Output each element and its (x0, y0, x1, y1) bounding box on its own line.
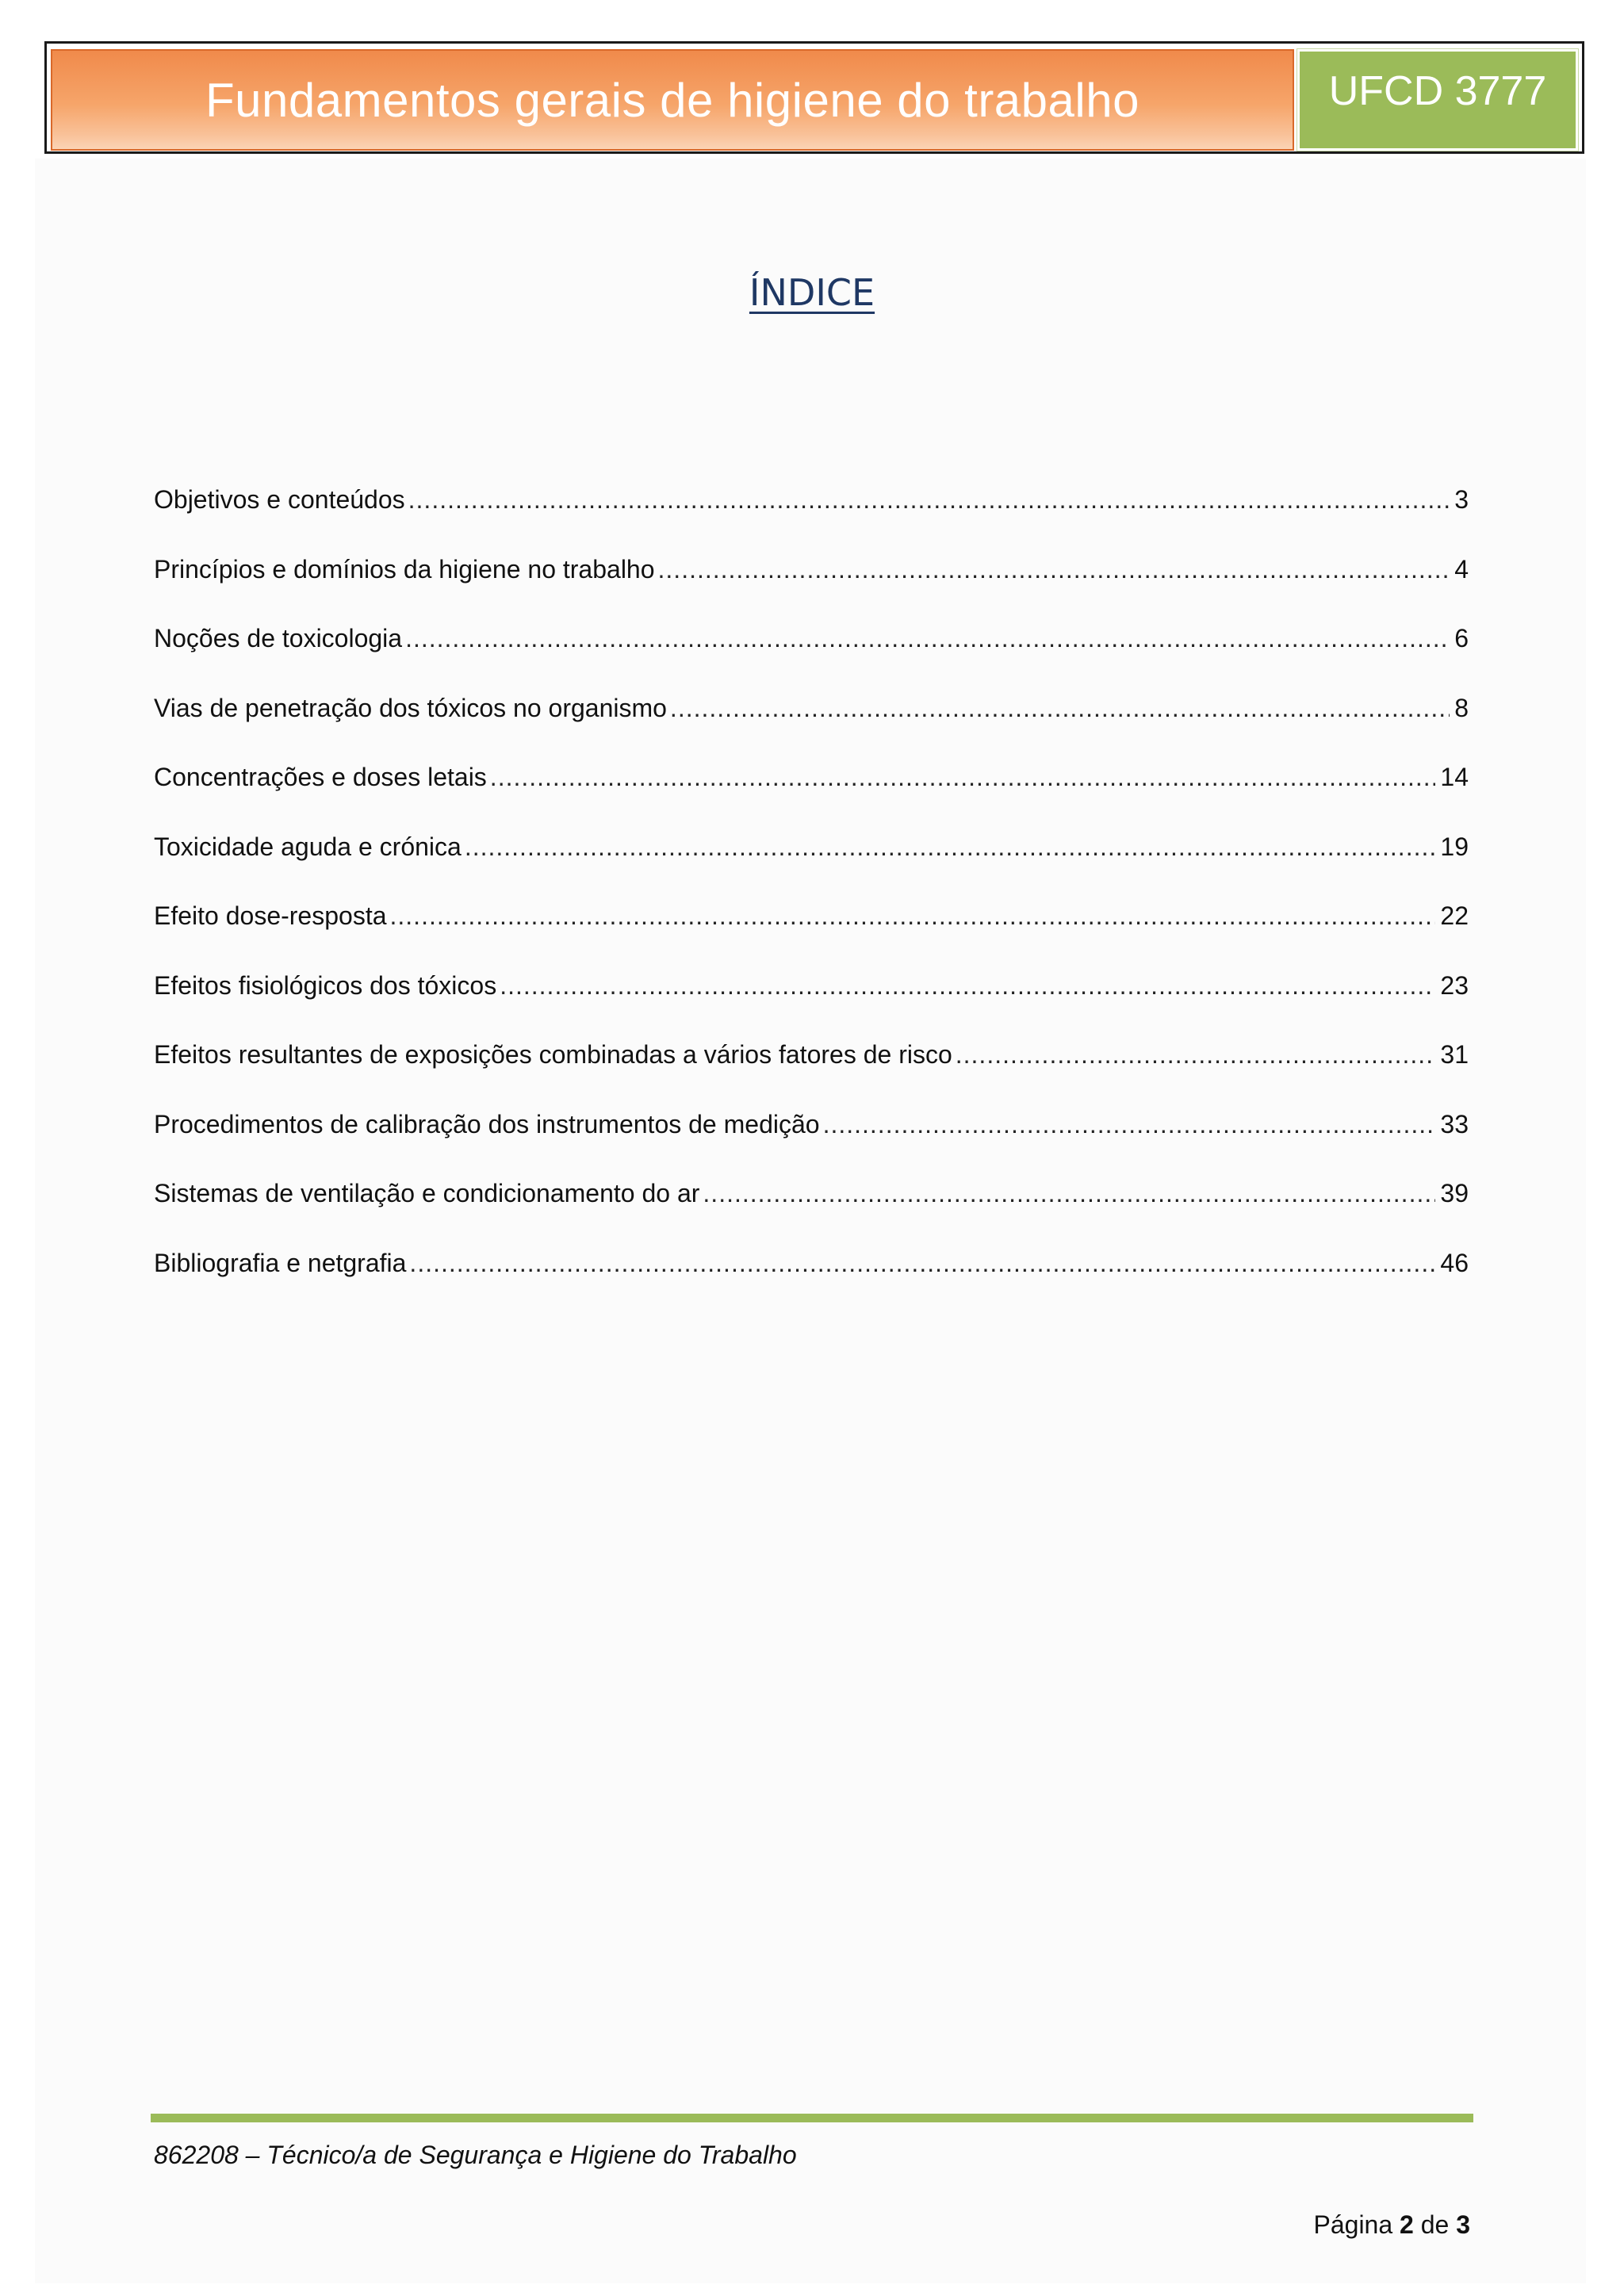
toc-entry-page: 8 (1454, 693, 1469, 722)
dot-leader (670, 694, 1450, 723)
document-title: Fundamentos gerais de higiene do trabalho (205, 73, 1139, 127)
toc-entry[interactable] (154, 555, 1469, 625)
toc-entry-label: Efeitos fisiológicos dos tóxicos (154, 970, 497, 1000)
dot-leader (956, 1040, 1436, 1070)
toc-entry-page: 3 (1454, 485, 1469, 514)
toc-entry[interactable] (154, 1040, 1469, 1110)
toc-entry[interactable] (154, 901, 1469, 971)
course-code-banner (1297, 49, 1578, 151)
toc-heading: ÍNDICE (749, 271, 875, 314)
toc-entry[interactable] (154, 694, 1469, 763)
course-code: UFCD 3777 (1328, 68, 1547, 114)
toc-entry-page: 14 (1440, 763, 1469, 791)
toc-entry[interactable] (154, 763, 1469, 832)
toc-entry-page: 39 (1440, 1179, 1469, 1207)
dot-leader (658, 555, 1450, 584)
toc-entry[interactable] (154, 624, 1469, 694)
toc-entry-page: 6 (1454, 624, 1469, 652)
toc-entry-page: 19 (1440, 832, 1469, 861)
dot-leader (408, 485, 1450, 515)
toc-entry[interactable] (154, 1110, 1469, 1180)
dot-leader (823, 1110, 1436, 1139)
dot-leader (490, 763, 1436, 792)
toc-entry[interactable] (154, 971, 1469, 1041)
toc-entry-label: Sistemas de ventilação e condicionamento do ar (154, 1179, 700, 1207)
toc-entry-page: 23 (1440, 970, 1469, 1000)
total-page-count: 3 (1456, 2210, 1470, 2239)
dot-leader (703, 1179, 1435, 1208)
dot-leader (390, 901, 1436, 931)
toc-entry-label: Vias de penetração dos tóxicos no organismo (154, 693, 667, 722)
toc-entry-page: 46 (1440, 1248, 1469, 1277)
page-counter (1314, 2210, 1471, 2240)
toc-entry-label: Bibliografia e netgrafia (154, 1248, 407, 1277)
toc-entry-label: Toxicidade aguda e crónica (154, 832, 462, 861)
toc-entry[interactable] (154, 485, 1469, 555)
footer-course-name: 862208 – Técnico/a de Segurança e Higiene do Trabalho (154, 2141, 797, 2169)
footer-divider (151, 2114, 1473, 2122)
document-title-banner (51, 49, 1294, 151)
toc-entry[interactable] (154, 1179, 1469, 1249)
page-word: Página (1313, 2210, 1393, 2239)
toc-entry-label: Objetivos e conteúdos (154, 485, 405, 514)
table-of-contents (154, 485, 1469, 1318)
toc-entry[interactable] (154, 832, 1469, 902)
page-of-word: de (1420, 2210, 1450, 2239)
current-page-number: 2 (1400, 2210, 1414, 2239)
toc-entry-label: Concentrações e doses letais (154, 763, 487, 791)
dot-leader (405, 624, 1450, 653)
dot-leader (409, 1249, 1435, 1278)
toc-entry-page: 33 (1440, 1109, 1469, 1138)
toc-entry-label: Efeito dose-resposta (154, 901, 387, 930)
toc-entry-label: Efeitos resultantes de exposições combinadas a vários fatores de risco (154, 1040, 952, 1069)
toc-entry-page: 31 (1440, 1040, 1469, 1069)
toc-entry-label: Noções de toxicologia (154, 624, 403, 652)
dot-leader (500, 971, 1435, 1001)
toc-entry-page: 22 (1440, 901, 1469, 930)
dot-leader (465, 832, 1436, 862)
toc-entry-label: Procedimentos de calibração dos instrumentos de medição (154, 1109, 820, 1138)
toc-entry[interactable] (154, 1249, 1469, 1318)
toc-entry-page: 4 (1454, 554, 1469, 584)
toc-entry-label: Princípios e domínios da higiene no trabalho (154, 554, 655, 584)
